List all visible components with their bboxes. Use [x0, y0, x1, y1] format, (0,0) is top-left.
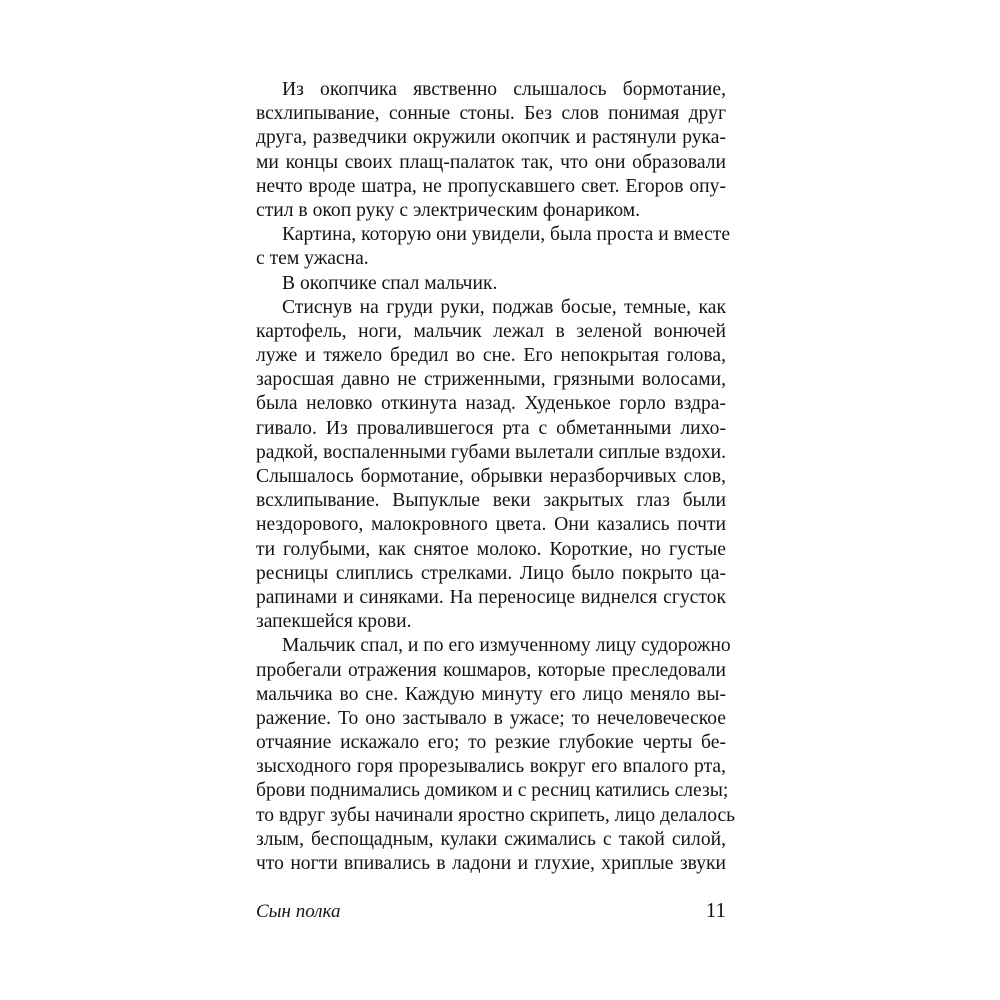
text-line: радкой, воспаленными губами вылетали сиплые вздохи.: [256, 441, 726, 463]
text-line: запекшейся крови.: [256, 611, 412, 633]
text-line: заросшая давно не стриженными, грязными волосами,: [256, 369, 726, 391]
text-line: ражение. То оно застывало в ужасе; то нечеловеческое: [256, 707, 726, 729]
text-line: гивало. Из провалившегося рта с обметанными лихо-: [256, 417, 726, 439]
text-line: нечто вроде шатра, не пропускавшего свет. Егоров опу-: [256, 175, 726, 197]
text-line: всхлипывание. Выпуклые веки закрытых глаз были: [256, 490, 726, 512]
text-line: Из окопчика явственно слышалось бормотание,: [282, 79, 726, 100]
text-line: рапинами и синяками. На переносице виднелся сгусток: [256, 586, 726, 608]
text-line: всхлипывание, сонные стоны. Без слов понимая друг: [256, 103, 726, 125]
text-line: пробегали отражения кошмаров, которые преследовали: [256, 659, 726, 681]
text-line: ти голубыми, как снятое молоко. Короткие, но густые: [256, 538, 726, 560]
text-line: мальчика во сне. Каждую минуту его лицо меняло вы-: [256, 683, 726, 705]
text-line: луже и тяжело бредил во сне. Его непокрытая голова,: [256, 345, 726, 367]
text-line: стил в окоп руку с электрическим фонариком.: [256, 199, 641, 221]
running-footer-title: Сын полка: [256, 901, 341, 922]
text-line: Мальчик спал, и по его измученному лицу судорожно: [282, 635, 731, 657]
page-number: 11: [705, 898, 726, 922]
text-line: ресницы слиплись стрелками. Лицо было покрыто ца-: [256, 562, 726, 584]
text-line: зысходного горя прорезывались вокруг его впалого рта,: [256, 756, 726, 778]
text-line: В окопчике спал мальчик.: [282, 272, 498, 294]
text-line: то вдруг зубы начинали яростно скрипеть, лицо делалось: [256, 804, 736, 826]
text-line: брови поднимались домиком и с ресниц катились слезы;: [256, 780, 729, 802]
text-line: нездорового, малокровного цвета. Они казались почти: [256, 514, 726, 536]
text-line: Слышалось бормотание, обрывки неразборчивых слов,: [256, 466, 726, 487]
text-line: злым, беспощадным, кулаки сжимались с такой силой,: [256, 828, 726, 850]
text-line: ми концы своих плащ-палаток так, что они образовали: [256, 151, 726, 173]
text-line: друга, разведчики окружили окопчик и растянули рука-: [256, 127, 726, 149]
text-line: Картина, которую они увидели, была проста и вместе: [282, 224, 731, 246]
text-line: с тем ужасна.: [256, 248, 369, 270]
body-text: [256, 78, 736, 876]
text-line: отчаяние искажало его; то резкие глубокие черты бе-: [256, 732, 726, 754]
text-line: Стиснув на груди руки, поджав босые, темные, как: [282, 296, 726, 318]
text-line: что ногти впивались в ладони и глухие, хриплые звуки: [256, 853, 726, 874]
text-line: картофель, ноги, мальчик лежал в зеленой вонючей: [256, 320, 726, 342]
text-line: была неловко откинута назад. Худенькое горло вздра-: [256, 393, 726, 415]
